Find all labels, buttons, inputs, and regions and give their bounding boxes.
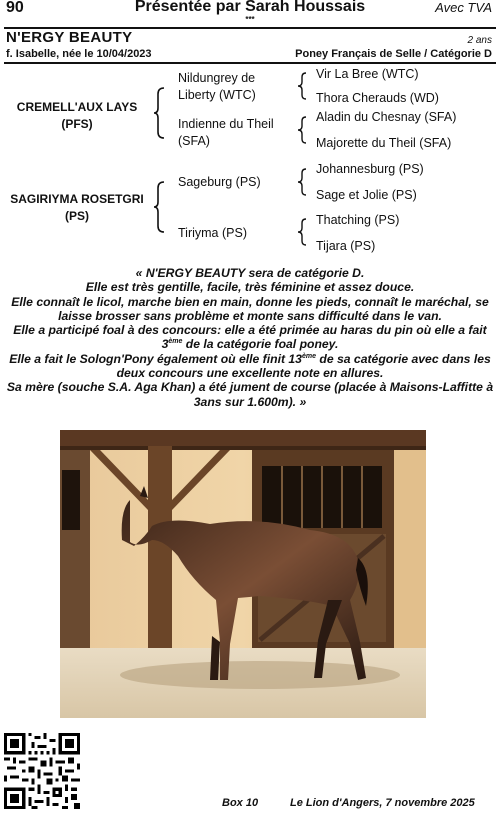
pedigree-dd-sire: Thatching (PS) (316, 213, 400, 227)
pedigree-sire: CREMELL'AUX LAYS (PFS) (16, 100, 138, 131)
pedigree-dam-sire: Sageburg (PS) (178, 175, 261, 189)
remark-line: 3ans sur 1.600m). » (193, 394, 307, 409)
box-number: Box 10 (222, 797, 259, 809)
horse-sex-birth: f. Isabelle, née le 10/04/2023 (6, 48, 152, 60)
dam-brace-icon (152, 180, 168, 234)
brace-icon (296, 218, 308, 246)
horse-photo (60, 430, 426, 718)
header-divider (4, 62, 496, 64)
horse-age: 2 ans (467, 35, 492, 46)
pedigree-sire-dam: Indienne du Theil (SFA) (178, 117, 274, 148)
pedigree-dam: SAGIRIYMA ROSETGRI (PS) (10, 192, 144, 223)
sire-brace-icon (152, 86, 168, 140)
horse-name: N'ERGY BEAUTY (6, 29, 133, 46)
pedigree-dam-dam: Tiriyma (PS) (178, 226, 247, 240)
horse-breed-category: Poney Français de Selle / Catégorie D (295, 48, 492, 60)
brace-icon (296, 72, 308, 100)
pedigree-ds-sire: Johannesburg (PS) (316, 162, 424, 176)
brace-icon (296, 168, 308, 196)
brace-icon (296, 116, 308, 144)
lot-number: 90 (6, 0, 24, 16)
remark-line: Sa mère (souche S.A. Aga Khan) a été jument de course (placée à Maisons-Laffitte à (6, 380, 494, 395)
pedigree-dd-dam: Tijara (PS) (316, 239, 376, 253)
remark-line: Elle connaît le licol, marche bien en main, donne les pieds, connaît le maréchal, se (11, 294, 489, 309)
vat-label: Avec TVA (435, 0, 492, 15)
rating-stars: *** (245, 15, 255, 24)
remark-line: « N'ERGY BEAUTY sera de catégorie D. (135, 266, 365, 280)
sale-place-date: Le Lion d'Angers, 7 novembre 2025 (290, 797, 475, 809)
qr-code-icon[interactable] (4, 733, 80, 809)
remark-line: Elle a fait le Sologn'Pony également où elle finit 13ème de sa catégorie avec dans les (9, 351, 491, 366)
remark-line: Elle a participé foal à des concours: elle a été primée au haras du pin où elle a fait (13, 323, 487, 338)
pedigree-ss-dam: Thora Cherauds (WD) (316, 91, 439, 105)
pedigree-ss-sire: Vir La Bree (WTC) (316, 67, 419, 81)
remark-line: Elle est très gentille, facile, très féminine et assez douce. (85, 280, 415, 295)
pedigree-sire-sire: Nildungrey de Liberty (WTC) (178, 71, 256, 102)
pedigree-sd-dam: Majorette du Theil (SFA) (316, 136, 452, 150)
pedigree-sd-sire: Aladin du Chesnay (SFA) (316, 110, 457, 124)
remark-line: 3ème de la catégorie foal poney. (161, 337, 339, 352)
remark-line: laisse brosser sans problème et monte sans difficulté dans le van. (58, 308, 442, 323)
remark-line: deux concours une excellente note en allures. (116, 366, 384, 381)
pedigree-ds-dam: Sage et Jolie (PS) (316, 188, 417, 202)
remarks (2, 266, 498, 409)
presenter-title: Présentée par Sarah Houssais (134, 0, 366, 15)
